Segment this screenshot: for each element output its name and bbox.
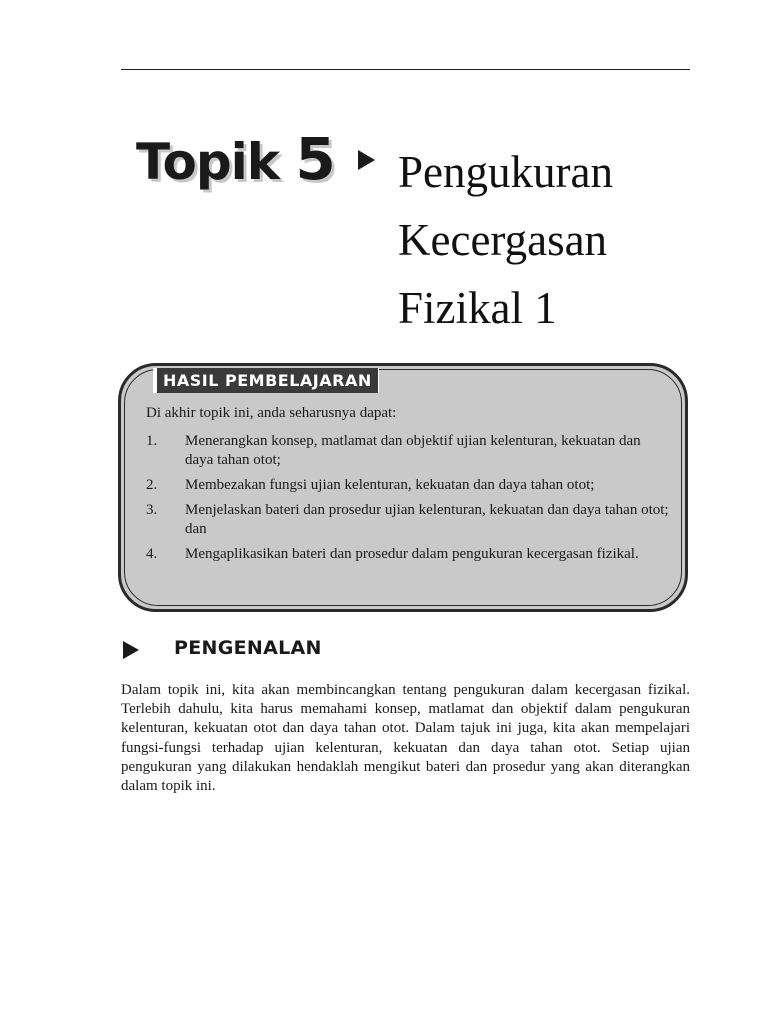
- topic-title: [398, 138, 728, 342]
- list-item: [146, 432, 671, 470]
- list-item-text: Menerangkan konsep, matlamat dan objektif ujian kelenturan, kekuatan dan daya tahan otot;: [185, 433, 641, 468]
- list-item-text: Menjelaskan bateri dan prosedur ujian kelenturan, kekuatan dan daya tahan otot; dan: [185, 502, 669, 537]
- topic-title-line: Fizikal 1: [398, 283, 557, 333]
- list-item-number: 1.: [146, 433, 158, 449]
- learning-outcomes-header: HASIL PEMBELAJARAN: [153, 368, 379, 393]
- top-rule: [121, 69, 690, 70]
- play-arrow-icon: [358, 150, 375, 170]
- list-item-text: Mengaplikasikan bateri dan prosedur dalam pengukuran kecergasan fizikal.: [185, 546, 639, 562]
- play-arrow-icon: [123, 641, 139, 659]
- topic-title-line: Pengukuran: [398, 147, 613, 197]
- learning-outcomes-intro: Di akhir topik ini, anda seharusnya dapat:: [146, 405, 397, 421]
- list-item: [146, 501, 671, 539]
- list-item-text: Membezakan fungsi ujian kelenturan, kekuatan dan daya tahan otot;: [185, 477, 595, 493]
- topic-word: Topik: [136, 133, 279, 191]
- topic-number: 5: [295, 125, 335, 193]
- learning-outcomes-list: [146, 432, 671, 570]
- topic-title-line: Kecergasan: [398, 215, 608, 265]
- topic-label: [136, 125, 335, 193]
- list-item-number: 3.: [146, 502, 158, 518]
- body-paragraph: Dalam topik ini, kita akan membincangkan tentang pengukuran dalam kecergasan fizikal. Terlebih dahulu, kita harus memahami konsep, matlamat dan objektif dalam pengukuran kelenturan, kekuatan otot dan daya tahan otot. Dalam tajuk ini juga, kita akan mempelajari fungsi-fungsi terhadap ujian kelenturan, kekuatan dan daya tahan otot. Setiap ujian pengukuran yang dilakukan hendaklah mengikut bateri dan prosedur yang akan diterangkan dalam topik ini.: [121, 682, 690, 795]
- list-item-number: 2.: [146, 477, 158, 493]
- list-item-number: 4.: [146, 546, 158, 562]
- list-item: [146, 476, 671, 495]
- list-item: [146, 545, 671, 564]
- section-heading: PENGENALAN: [174, 637, 322, 659]
